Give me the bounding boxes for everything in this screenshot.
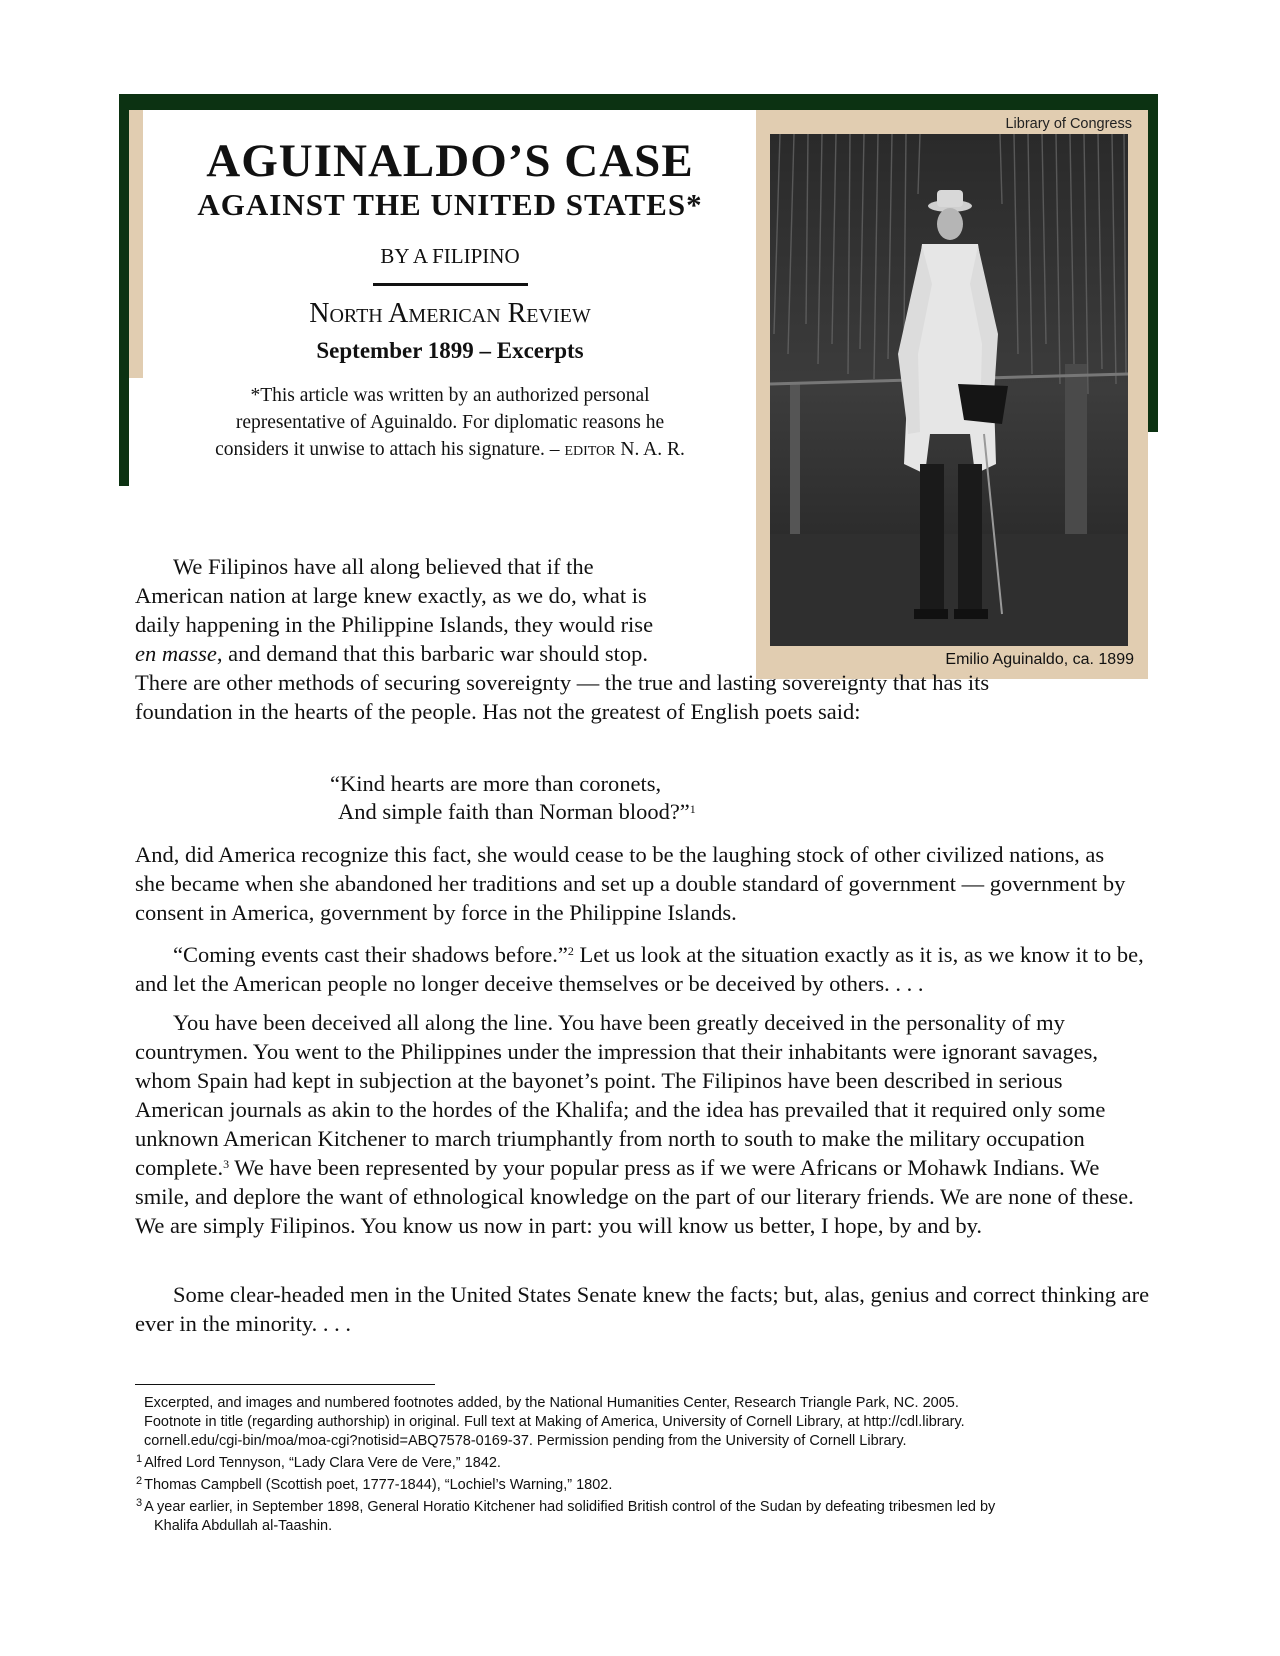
footnote-3 bbox=[136, 1497, 1154, 1536]
paragraph-2: And, did America recognize this fact, she would cease to be the laughing stock of other civilized nations, as she became when she abandoned her traditions and set up a double standard of government — government by consent in America, government by force in the Philippine Islands. bbox=[135, 842, 1126, 925]
footnote-number: 2 bbox=[136, 1475, 143, 1487]
source-note bbox=[144, 1394, 1154, 1451]
footnote-text: Thomas Campbell (Scottish poet, 1777-1844), “Lochiel’s Warning,” 1802. bbox=[144, 1477, 613, 1493]
paragraph-5: Some clear-headed men in the United States Senate knew the facts; but, alas, genius and correct thinking are ever in the minority. . . . bbox=[135, 1282, 1150, 1336]
footnote-ref: 3 bbox=[223, 1157, 230, 1171]
text-span: , and demand that this barbaric war should stop. bbox=[216, 641, 649, 666]
frame-top-bar bbox=[119, 94, 1158, 110]
quote-line bbox=[330, 798, 696, 826]
page-title: AGUINALDO’S CASE bbox=[206, 135, 694, 187]
text-line: daily happening in the Philippine Islands, they would rise bbox=[135, 612, 654, 637]
page-subtitle: AGAINST THE UNITED STATES* bbox=[197, 186, 703, 222]
text-span: We have been represented by your popular press as if we were Africans or Mohawk Indians. We smile, and deplore the want of ethnological knowledge on the part of our literary friends. We are none of these. We are simply Filipinos. You know us now in part: you will know us better, I hope, by and by. bbox=[135, 1155, 1134, 1238]
source-line: Footnote in title (regarding authorship) in original. Full text at Making of America, University of Cornell Library, at http://cdl.library. bbox=[144, 1414, 965, 1430]
photo-credit: Library of Congress bbox=[1005, 116, 1132, 132]
aguinaldo-portrait-photo bbox=[770, 134, 1128, 646]
footnote-text: A year earlier, in September 1898, General Horatio Kitchener had solidified British control of the Sudan by defeating tribesmen led by bbox=[144, 1499, 996, 1515]
note-editor: EDITOR bbox=[564, 444, 616, 460]
source-line: cornell.edu/cgi-bin/moa/moa-cgi?notisid=ABQ7578-0169-37. Permission pending from the University of Cornell Library. bbox=[144, 1433, 907, 1449]
publication-date: September 1899 – Excerpts bbox=[316, 337, 584, 363]
text-span: “Coming events cast their shadows before.” bbox=[173, 942, 568, 967]
text-line: foundation in the hearts of the people. Has not the greatest of English poets said: bbox=[135, 699, 861, 724]
footnotes bbox=[136, 1394, 1154, 1539]
text-span: You have been deceived all along the line. You have been greatly deceived in the personality of my countrymen. You went to the Philippines under the impression that their inhabitants were ignorant savages, whom Spain had kept in subjection at the bayonet’s point. The Filipinos have been described in serious American journals as akin to the hordes of the Khalifa; and the idea has prevailed that it required only some unknown American Kitchener to march triumphantly from north to south to make the military occupation complete. bbox=[135, 1010, 1106, 1180]
note-line: *This article was written by an authorized personal bbox=[250, 384, 650, 406]
footnote-divider bbox=[135, 1384, 435, 1385]
authorship-note bbox=[150, 382, 750, 464]
photo-caption: Emilio Aguinaldo, ca. 1899 bbox=[945, 651, 1134, 668]
byline: BY A FILIPINO bbox=[380, 243, 520, 268]
text-line: There are other methods of securing sovereignty — the true and lasting sovereignty that has its bbox=[135, 670, 990, 695]
title-rule bbox=[373, 283, 528, 286]
note-signature: N. A. R. bbox=[620, 439, 685, 461]
text-line: American nation at large knew exactly, as we do, what is bbox=[135, 583, 647, 608]
title-block bbox=[150, 135, 750, 464]
text-line bbox=[135, 639, 735, 668]
paragraph-3 bbox=[135, 940, 1155, 998]
note-line bbox=[150, 436, 750, 463]
note-line: representative of Aguinaldo. For diplomatic reasons he bbox=[235, 412, 665, 434]
text-line: We Filipinos have all along believed that if the bbox=[173, 554, 594, 579]
poem-quote bbox=[330, 770, 696, 826]
footnote-text: Khalifa Abdullah al-Taashin. bbox=[154, 1518, 333, 1534]
footnote-text: Alfred Lord Tennyson, “Lady Clara Vere de Vere,” 1842. bbox=[144, 1455, 501, 1471]
footnote-2 bbox=[136, 1475, 1154, 1495]
footnote-ref: 2 bbox=[567, 944, 574, 958]
paragraph-1-continued bbox=[135, 668, 1155, 726]
paragraph-4 bbox=[135, 1008, 1155, 1240]
photo-panel bbox=[756, 110, 1148, 679]
paragraph-1-opening bbox=[135, 552, 735, 668]
footnote-number: 3 bbox=[136, 1497, 143, 1509]
text-span: Let us look at the situation exactly as it is, as we know it to be, and let the American people no longer deceive themselves or be deceived by others. . . . bbox=[135, 942, 1144, 996]
footnote-number: 1 bbox=[136, 1453, 143, 1465]
frame-right-bar bbox=[1148, 94, 1158, 432]
frame-left-bar bbox=[119, 94, 129, 486]
source-line: Excerpted, and images and numbered footnotes added, by the National Humanities Center, Research Triangle Park, NC. 2005. bbox=[144, 1395, 959, 1411]
frame-tan-strip bbox=[129, 110, 143, 378]
quote-line: “Kind hearts are more than coronets, bbox=[330, 771, 662, 796]
italic-phrase: en masse bbox=[135, 641, 217, 666]
journal-name: North American Review bbox=[309, 297, 591, 329]
portrait-illustration bbox=[770, 134, 1128, 646]
quote-text: And simple faith than Norman blood?” bbox=[338, 799, 690, 824]
footnote-1 bbox=[136, 1453, 1154, 1473]
footnote-ref: 1 bbox=[689, 802, 696, 816]
note-line-text: considers it unwise to attach his signature. – bbox=[215, 439, 560, 461]
